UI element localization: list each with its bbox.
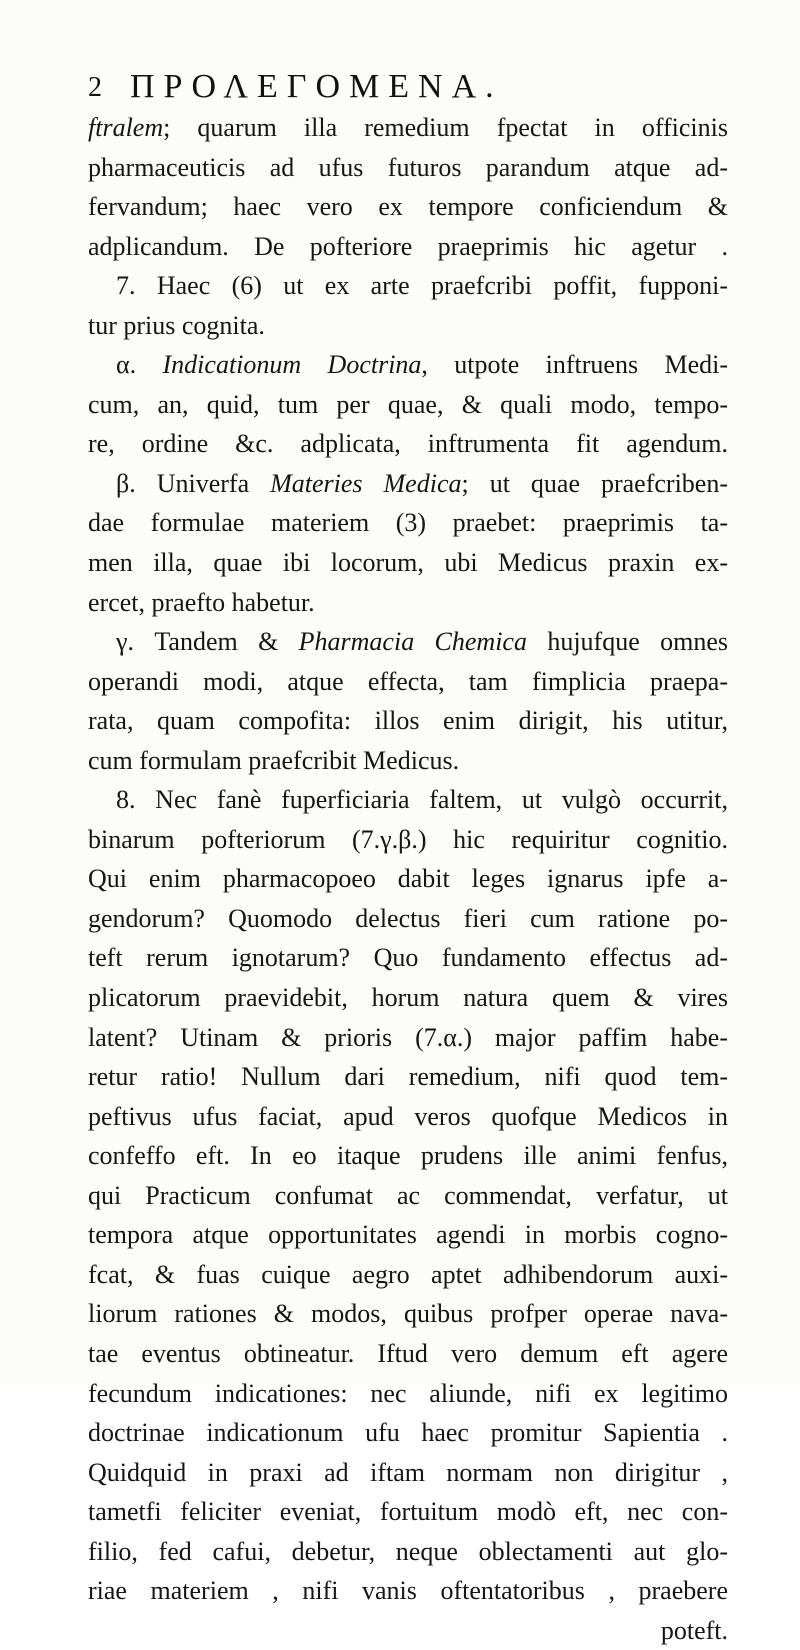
text-line: [88, 1611, 728, 1650]
text-segment: peftivus ufus faciat, apud veros quofque Medicos in: [88, 1101, 728, 1131]
text-line: [88, 622, 728, 662]
text-line: [88, 464, 728, 504]
text-segment: tur prius cognita.: [88, 310, 265, 340]
text-line: [88, 187, 728, 227]
text-segment: teft rerum ignotarum? Quo fundamento effectus ad-: [88, 943, 728, 973]
text-line: [88, 1374, 728, 1414]
text-segment: pharmaceuticis ad ufus futuros parandum atque ad-: [88, 152, 728, 182]
text-segment: doctrinae indicationum ufu haec promitur Sapientia .: [88, 1418, 728, 1448]
text-line: [88, 1294, 728, 1334]
text-segment: ; quarum illa remedium fpectat in officinis: [163, 113, 728, 142]
text-segment: tametfi feliciter eveniat, fortuitum modò eft, nec con-: [88, 1497, 728, 1527]
text-segment: dae formulae materiem (3) praebet: praeprimis ta-: [88, 508, 728, 538]
text-segment: tempora atque opportunitates agendi in morbis cogno-: [88, 1220, 728, 1250]
text-segment: plicatorum praevidebit, horum natura quem & vires: [88, 983, 728, 1013]
text-segment: riae materiem , nifi vanis oftentatoribus , praebere: [88, 1576, 728, 1606]
text-line: [88, 306, 728, 346]
text-segment: hujufque omnes: [526, 627, 728, 657]
text-segment: gendorum? Quomodo delectus fieri cum ratione po-: [88, 903, 728, 933]
text-segment: β. Univerfa: [116, 468, 271, 498]
text-segment: retur ratio! Nullum dari remedium, nifi quod tem-: [88, 1062, 728, 1092]
text-line: [88, 503, 728, 543]
text-line: [88, 1018, 728, 1058]
text-line: [88, 385, 728, 425]
text-line: [88, 1453, 728, 1493]
body-text: [88, 108, 728, 1650]
text-line: [88, 662, 728, 702]
text-segment: binarum pofteriorum (7.γ.β.) hic requiritur cognitio.: [88, 824, 728, 854]
text-segment: operandi modi, atque effecta, tam fimplicia praepa-: [88, 666, 728, 696]
text-segment: re, ordine &c. adplicata, inftrumenta fit agendum.: [88, 429, 728, 459]
text-segment: adplicandum. De pofteriore praeprimis hic agetur .: [88, 231, 728, 261]
italic-term: ftralem: [88, 113, 164, 142]
text-segment: tae eventus obtineatur. Iftud vero demum eft agere: [88, 1338, 728, 1368]
text-segment: fcat, & fuas cuique aegro aptet adhibendorum auxi-: [88, 1259, 728, 1289]
text-segment: cum formulam praefcribit Medicus.: [88, 745, 460, 775]
text-segment: latent? Utinam & prioris (7.α.) major paffim habe-: [88, 1022, 728, 1052]
text-segment: ercet, praefto habetur.: [88, 587, 315, 617]
text-line: [88, 148, 728, 188]
text-line: [88, 938, 728, 978]
text-line: [88, 1532, 728, 1572]
italic-term: Materies Medica: [270, 468, 462, 498]
text-segment: Qui enim pharmacopoeo dabit leges ignarus ipfe a-: [88, 864, 728, 894]
text-line: [88, 978, 728, 1018]
text-segment: 7. Haec (6) ut ex arte praefcribi poffit, fupponi-: [116, 271, 728, 301]
text-line: [88, 1492, 728, 1532]
text-line: [88, 266, 728, 306]
text-line: [88, 424, 728, 464]
text-segment: , utpote inftruens Medi-: [421, 350, 729, 380]
text-line: [88, 1057, 728, 1097]
text-segment: fervandum; haec vero ex tempore conficiendum &: [88, 192, 728, 222]
text-segment: γ. Tandem &: [116, 627, 299, 657]
text-line: [88, 1136, 728, 1176]
page-number: 2: [88, 72, 102, 103]
text-segment: poteft.: [660, 1615, 728, 1645]
text-segment: α.: [116, 350, 163, 380]
text-line: [88, 345, 728, 385]
italic-term: Pharmacia Chemica: [298, 627, 527, 657]
text-line: [88, 899, 728, 939]
text-segment: confeffo eft. In eo itaque prudens ille animi fenfus,: [88, 1141, 728, 1171]
text-line: [88, 108, 728, 148]
text-segment: ; ut quae praefcriben-: [461, 468, 728, 498]
text-segment: cum, an, quid, tum per quae, & quali modo, tempo-: [88, 389, 728, 419]
text-line: [88, 741, 728, 781]
italic-term: Indicationum Doctrina: [162, 350, 422, 380]
text-segment: liorum rationes & modos, quibus profper operae nava-: [88, 1299, 728, 1329]
page-header: [88, 68, 708, 108]
text-line: [88, 701, 728, 741]
text-line: [88, 227, 728, 267]
text-segment: filio, fed cafui, debetur, neque oblectamenti aut glo-: [88, 1536, 728, 1566]
text-line: [88, 583, 728, 623]
text-line: [88, 1215, 728, 1255]
text-segment: 8. Nec fanè fuperficiaria faltem, ut vulgò occurrit,: [116, 785, 728, 815]
text-segment: qui Practicum confumat ac commendat, verfatur, ut: [88, 1180, 728, 1210]
text-line: [88, 1334, 728, 1374]
text-line: [88, 1571, 728, 1611]
text-line: [88, 1255, 728, 1295]
text-segment: rata, quam compofita: illos enim dirigit, his utitur,: [88, 706, 728, 736]
text-line: [88, 1176, 728, 1216]
text-line: [88, 1097, 728, 1137]
text-line: [88, 1413, 728, 1453]
running-title: ΠΡΟΛΕΓΟΜΕΝΑ.: [130, 68, 503, 105]
text-segment: Quidquid in praxi ad iftam normam non dirigitur ,: [88, 1457, 728, 1487]
text-segment: men illa, quae ibi locorum, ubi Medicus praxin ex-: [88, 548, 728, 578]
text-line: [88, 859, 728, 899]
text-line: [88, 780, 728, 820]
text-line: [88, 543, 728, 583]
text-segment: fecundum indicationes: nec aliunde, nifi ex legitimo: [88, 1378, 728, 1408]
text-line: [88, 820, 728, 860]
